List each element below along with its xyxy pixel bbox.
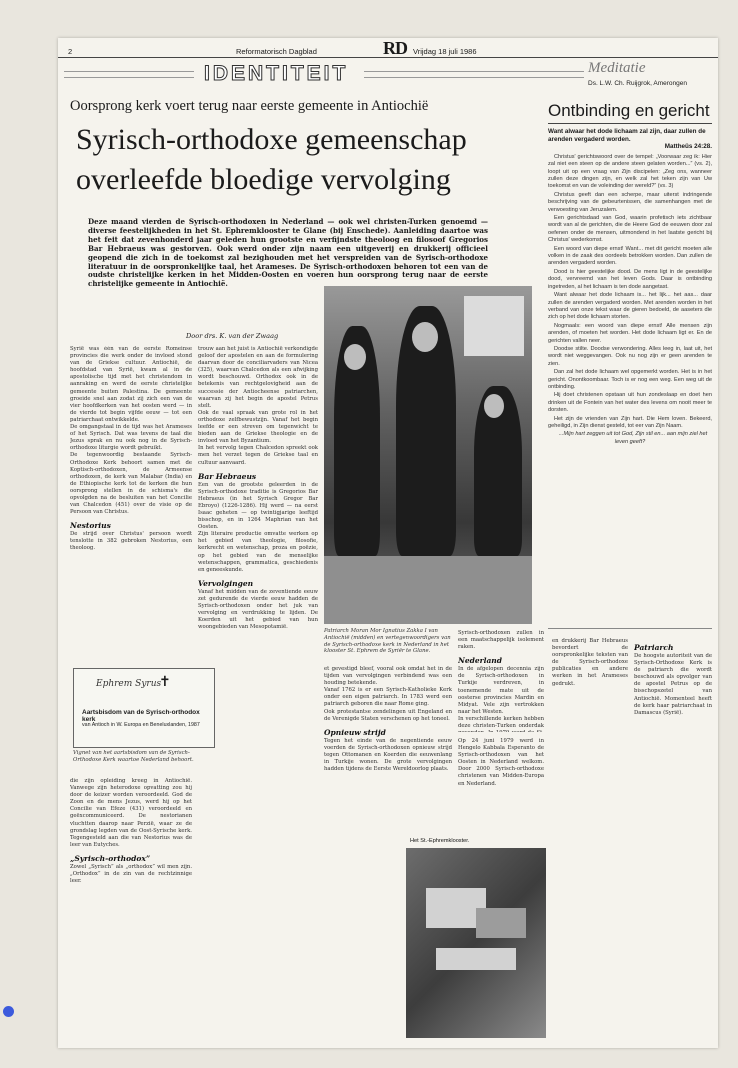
article-byline: Door drs. K. van der Zwaag	[186, 332, 279, 340]
column-text: Zijn literaire productie omvatte werken op het gebied van theologie, filosofie, kerkrecht en wetenschap, proza en poëzie, op het gebied van de menselijke wetenschappen, grammatica, geschiedenis en geneeskunde.	[198, 531, 318, 573]
column-text: Tegen het einde van de negentiende eeuw voerden de Syrisch-orthodoxen opnieuw strijd tegen Ottomanen en Koerden die eeuwenlang in Turkije wonen. De grote vervolgingen hadden tijdens de Eerste Wereldoorlog plaats.	[324, 737, 452, 773]
meditation-headline: Ontbinding en gericht	[548, 101, 710, 120]
column-text: In het vervolg tegen Chalcedon spreekt ook men het verzet tegen de Griekse taal en cultuur aanvaard.	[198, 445, 318, 466]
bottom-column-3	[634, 638, 712, 1038]
vignette-caption-title: Aartsbisdom van de Syrisch-orthodox kerk	[82, 709, 200, 723]
column-text: Zowel „Syrisch” als „orthodox” wil men zijn. „Orthodox” in de zin van de rechtzinnige leer.	[70, 863, 192, 885]
column-text: en drukkerij Bar Hebraeus bevordert de oorspronkelijke teksten van de Syrisch-orthodoxe publicaties en andere werken in het Arameses gedrukt.	[552, 638, 628, 687]
column-text: Vanaf het midden van de zeventiende eeuw zet gedurende de vierde eeuw hadden de Syrisch-orthodoxen onder het juk van vervolging en verdrukking te lijden. De Koerden uit het gebied van hun woongebieden van Mesopotamië.	[198, 588, 318, 631]
meditation-paragraph: Hij doet christenen opstaan uit hun zondeslaap en doet hen drinken uit de Fontein van het water des levens om nooit meer te dorsten.	[548, 392, 712, 414]
patriarch-photo	[324, 286, 532, 624]
subhead-opnieuw-strijd: Opnieuw strijd	[324, 727, 386, 737]
subhead-vervolgingen: Vervolgingen	[198, 578, 254, 588]
aerial-caption: Het St.-Ephremklooster.	[410, 838, 470, 844]
column-text: De strijd over Christus' persoon wordt tenslotte in 382 gebroken Nestorius, een theoloog.	[70, 531, 192, 552]
meditation-author: Ds. L.W. Ch. Ruijgrok, Amerongen	[588, 80, 687, 87]
meditation-column	[548, 100, 712, 447]
column-text: die zijn opleiding kreeg in Antiochië. Vanwege zijn heterodoxe opvatting zou hij door de keizer worden veroordeeld. God de Zoon en de mens Jezus, werd hij op het Concilie van Efeze (431) veroordeeld en geëxcommuniceerd. De nestorianen vluchtten daarop naar Perzië, waar ze de grondslag legden van de Oost-Syrische kerk. Tegengesteld aan die van Nestorius was de leer van Eutyches.	[70, 778, 192, 848]
blue-marker-dot	[3, 1006, 14, 1017]
subhead-syrisch-orthodox: „Syrisch-orthodox”	[70, 853, 151, 863]
archdiocese-vignette	[73, 668, 215, 748]
meditation-reference: Mattheüs 24:28.	[664, 143, 712, 151]
meditation-body	[548, 154, 712, 446]
column-text: De tegenwoordig bestaande Syrisch-Orthodoxe Kerk behoort samen met de Koptisch-orthodoxen, de Armeense orthodoxen, de kerk van Malabar (India) en de Ethiopische kerk tot de kerken die hun oorsprong stellen in de schisma's die opvolgden na de besluiten van het Concilie van Chalcedon (451) over de visie op de Persoon van Christus.	[70, 452, 192, 516]
paper-name: Reformatorisch Dagblad	[236, 47, 317, 56]
meditation-paragraph: Christus' gerichtswoord over de tempel: „Voorwaar zeg ik: Hier zal niet een steen op de andere steen gelaten worden...” (vs. 2), loopt uit op een vraag van Zijn discipelen: „Zeg ons, wanneer zullen deze dingen zijn, en welk zal het teken zijn van Uw toekomst en van de voleinding der wereld?” (vs. 3)	[548, 153, 712, 190]
meditation-paragraph: Het zijn de vrienden van Zijn hart. Die Hem loven. Bekeerd, geheiligd, in Zijn dienst gesteld, tot eer van Zijn Naam.	[548, 415, 712, 429]
column-text: Syrië was één van de eerste Romeinse provincies die werk onder de invloed stond van de Griekse cultuur. Antiochië, de hoofdstad van Syrië, kwam al in de apostolische tijd met het christendom in aanraking en werd de eerste christelijke gemeente buiten Palestina. De gemeente groeide snel aan zodat zij zich een van de vier hoofdkerken van het oosten werd — in de vierde tot begin vijfde eeuw — tot een patriarchaat ontwikkelde.	[70, 346, 192, 423]
meditation-closing: ...Mijn hart zeggen uit tot God, Zijn stil en... aan mijn ziel het leven geeft?	[558, 431, 708, 445]
patriarch-photo-caption: Patriarch Moran Mor Ignatius Zakka I van Antiochië (midden) en vertegenwoordigers van de Syrisch-orthodoxe kerk in Nederland in het klooster St. Ephrem de Syriër te Glane.	[324, 628, 451, 655]
bottom-column-1	[458, 738, 544, 1038]
vignette-caption: Vignet van het aartsbisdom van de Syrisch-Orthodoxe Kerk waartoe Nederland behoort.	[73, 750, 194, 763]
meditation-paragraph: Dan zal het dode lichaam wel opgemerkt worden. Het is in het gericht. Onontkoombaar. Toch is er nog een weg. Een weg uit de ontbinding.	[548, 369, 712, 390]
page-header	[58, 38, 718, 58]
patriarch-face	[412, 322, 438, 352]
meditation-paragraph: Christus geeft dan een scherpe, maar uiterst indringende beschrijving van de gebeurtenissen, die samenhangen met de verwoesting van Jeruzalem.	[548, 191, 712, 213]
meditation-label	[588, 60, 713, 90]
floor	[324, 556, 532, 624]
subhead-nederland: Nederland	[458, 656, 503, 666]
header-rule	[58, 57, 718, 58]
headline-line-1: Syrisch-orthodoxe gemeenschap	[76, 123, 467, 156]
column-text: De hoogste autoriteit van de Syrisch-Orthodoxe Kerk is de patriarch die wordt beschouwd als opvolger van de apostel Petrus op de bisschopszetel van Antiochië. Momenteel heeft de kerk haar patriarchaat in Damascus (Syrië).	[634, 653, 712, 716]
meditation-paragraph: Nogmaals: een woord van diepe ernst! Alle mensen zijn arenden, of moeten het worden. Het dode lichaam ligt er. En de gerichten vallen neer.	[548, 322, 712, 344]
subhead-patriarch: Patriarch	[634, 643, 674, 652]
clergy-face	[484, 394, 504, 418]
bottom-column-2	[552, 638, 628, 1038]
clergy-face	[344, 344, 366, 370]
column-text: trouw aan het juist is Antiochië verkondigde geloof der apostelen en aan de formulering daarvan door de conciliarvaders van Nicea (325), waarvan Chalcedon als een afwijking wordt beschouwd. Orthodox ook in de betekenis van rechtgelovigheid aan de successie der Antiocheense patriarchen, waarvan zij het begin de apostel Petrus stelt.	[198, 346, 318, 409]
background-window	[464, 296, 524, 356]
meditation-paragraph: Een gerichtsdaad van God, waarin profetisch iets zichtbaar wordt van al de gerichten, die de Heere God de eeuwen door zal oefenen onder de mensen, uitmondend in het laatste gericht bij Christus' wederkomst.	[548, 215, 712, 244]
subhead-nestorius: Nestorius	[70, 521, 111, 531]
article-column-4	[458, 630, 544, 732]
column-text: Vanaf 1762 is er een Syrisch-Katholieke Kerk onder een eigen patriarch. In 1783 werd een patriarch geboren die naar Rome ging.	[324, 687, 452, 708]
meditation-paragraph: Doodse stilte. Doodse verwondering. Alles leeg in, laat uit, het wordt niet weggevangen. Ook nu nog zijn er geen arenden te zien.	[548, 345, 712, 367]
column-text: et gevestigd bleef, vooral ook omdat het in de tijden van vervolgingen verbindend was een houding betekende.	[324, 666, 452, 687]
article-column-2	[198, 346, 318, 1038]
meditation-rule	[548, 123, 712, 124]
headline-line-2: overleefde bloedige vervolging	[76, 163, 451, 196]
rd-logo: RD	[383, 38, 407, 58]
column-text: De omgangstaal in de tijd was het Arameses of het Syrisch. Dat was tevens de taal die Jezus sprak en nu ook nog in de Syrisch-orthodoxe liturgie wordt gebruikt.	[70, 424, 192, 452]
column-text: Ook de vaal spraak van grote rol in het orthodoxe zelfbewustzijn. Vanaf het begin leefde er een streven om tegenwicht te bieden aan de Griekse theologie en de invloed van het Byzantium.	[198, 409, 318, 445]
meditation-quote: Want alwaar het dode lichaam zal zijn, daar zullen de arenden vergaderd worden.	[548, 128, 706, 143]
subhead-bar-hebraeus: Bar Hebraeus	[198, 471, 257, 481]
newspaper-page	[58, 38, 718, 1048]
vignette-script: Ephrem Syrus	[96, 679, 162, 689]
article-headline	[76, 120, 536, 200]
column-text: Een van de grootste geleerden in de Syrisch-orthodoxe traditie is Gregorios Bar Hebraeus (in het Syrisch Gregor Bar Ebroyo) (1226-1286). Hij werd — na eerst Isaac geheten — op twintigjarige leeftijd bisschop, en in 1264 Maphrian van het Oosten.	[198, 481, 318, 531]
column-text: Syrisch-orthodoxen zullen in een maatschappelijk isolement raken.	[458, 630, 544, 651]
column-text: Op 24 juni 1979 werd in Hengelo Kabbala Esperanto de Syrisch-orthodoxen van het Oosten in Nederland welkom. Door 2000 Syrisch-orthodoxe christenen van Midden-Europa en Nederland.	[458, 738, 544, 787]
article-column-1b	[70, 778, 192, 1038]
meditation-paragraph: Dood is hier geestelijke dood. De mens ligt in de geestelijke dood, vervreemd van het leven Gods. Daar is ontbinding ingetreden, al het lichaam is ten dode aangetast.	[548, 268, 712, 290]
column-text: In verschillende kerken hebben deze christen-Turken onderdak	[458, 715, 544, 730]
column-text: In de afgelopen decennia zijn de Syrisch-orthodoxen in Turkije verdreven, in toenemende mate uit de oosterse provincies Mardin en Midyat. Vele zijn vertrokken naar het Westen.	[458, 666, 544, 715]
meditation-paragraph: Een woord van diepe ernst! Want... met dit gericht moeten alle volken in de zaak des oordeels betrokken worden. Dan zullen de arenden vergaderd worden.	[548, 245, 712, 267]
article-column-1	[70, 346, 192, 664]
issue-date: Vrijdag 18 juli 1986	[413, 47, 477, 56]
meditation-title: Meditatie	[588, 60, 646, 76]
column-text: Ook protestantse zendelingen uit Engeland en de Verenigde Staten verschenen op het toneel.	[324, 708, 452, 722]
meditation-paragraph: Want alwaar het dode lichaam is... het lijk... het aas... daar zullen de arenden vergaderd worden. Met arenden worden in het verband van onze tekst waar de gieren bedoeld, de aaseters die zich op het dode lichaam storten.	[548, 292, 712, 321]
vignette-caption-sub: van Antioch in W. Europa en Beneluxlanden, 1987	[82, 722, 200, 728]
page-number: 2	[68, 47, 73, 56]
section-banner	[64, 62, 584, 84]
section-banner-title: IDENTITEIT	[204, 62, 349, 85]
right-column-rule	[548, 628, 712, 629]
cross-icon: ✝	[159, 674, 171, 690]
banner-lines-left	[64, 71, 194, 78]
article-intro: Deze maand vierden de Syrisch-orthodoxen in Nederland — ook wel christen-Turken genoemd — diverse feestelijkheden in het St. Ephremklooster te Glane (bij Enschede). Aanleiding daartoe was het feit dat zevenhonderd jaar geleden hun grootste en verfijndste theoloog en filosoof Gregorios Bar Hebraeus was gestorven. Ook werd onder zijn naam een uitgeverij en drukkerij officieel geopend die zich in de toekomst zal bezighouden met het verspreiden van de Syrisch-orthodoxe literatuur in de oorspronkelijke taal, het Arameses. De Syrisch-orthodoxen behoren tot een van de oudste christelijke kerken in het Midden-Oosten en voeren hun oorsprong terug naar de eerste christelijke gemeente in Antiochië.	[88, 217, 488, 289]
banner-lines-right	[364, 71, 584, 78]
article-kicker: Oorsprong kerk voert terug naar eerste gemeente in Antiochië	[70, 98, 429, 114]
